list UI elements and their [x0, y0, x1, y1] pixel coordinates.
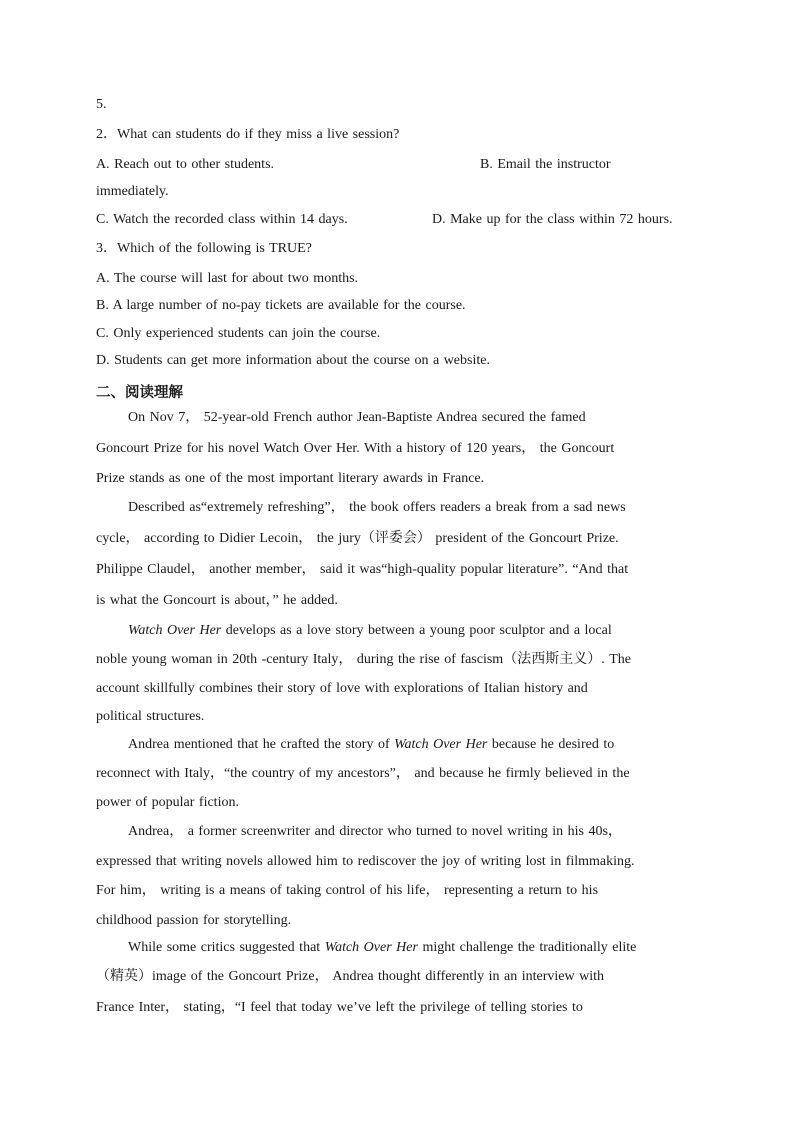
q2-option-b-continued: immediately. — [96, 184, 169, 199]
p3-line2: noble young woman in 20th -century Italy， during the rise of fascism（法西斯主义）. The — [96, 652, 631, 667]
p6-line3: France Inter， stating，“I feel that today we’ve left the privilege of telling stories to — [96, 1000, 583, 1015]
section-heading: 二、阅读理解 — [96, 385, 183, 401]
p4-line1-post: because he desired to — [487, 737, 615, 752]
p2-line1: Described as“extremely refreshing”， the book offers readers a break from a sad news — [128, 500, 626, 515]
p5-line3: For him， writing is a means of taking control of his life， representing a return to his — [96, 883, 599, 898]
q3-option-d: D. Students can get more information about the course on a website. — [96, 353, 490, 368]
p4-line1 — [128, 736, 614, 754]
p1-line3: Prize stands as one of the most important literary awards in France. — [96, 471, 485, 486]
novel-title: Watch Over Her — [324, 940, 418, 955]
novel-title: Watch Over Her — [394, 737, 488, 752]
p3-line3: account skillfully combines their story of love with explorations of Italian history and — [96, 681, 588, 696]
p2-line2: cycle， according to Didier Lecoin， the jury（评委会） president of the Goncourt Prize. — [96, 531, 619, 546]
p3-line1 — [128, 622, 612, 640]
q2-option-d: D. Make up for the class within 72 hours. — [432, 212, 673, 227]
p5-line2: expressed that writing novels allowed him to rediscover the joy of writing lost in filmmaking. — [96, 854, 635, 869]
question-2-options-row2 — [96, 211, 696, 229]
q2-option-c: C. Watch the recorded class within 14 days. — [96, 212, 348, 227]
p6-line2: （精英）image of the Goncourt Prize， Andrea thought differently in an interview with — [96, 969, 605, 984]
p6-line1-post: might challenge the traditionally elite — [417, 940, 637, 955]
p3-line1-text: develops as a love story between a young poor sculptor and a local — [221, 623, 612, 638]
q3-option-a: A. The course will last for about two months. — [96, 271, 359, 286]
p6-line1 — [128, 939, 636, 957]
p2-line4: is what the Goncourt is about，” he added. — [96, 593, 338, 608]
p4-line3: power of popular fiction. — [96, 795, 239, 810]
p5-line1: Andrea， a former screenwriter and director who turned to novel writing in his 40s， — [128, 824, 622, 839]
question-2-options-row1 — [96, 156, 696, 174]
question-3-stem: 3．Which of the following is TRUE? — [96, 241, 312, 256]
question-2-stem: 2．What can students do if they miss a live session? — [96, 127, 400, 142]
p4-line1-pre: Andrea mentioned that he crafted the story of — [128, 737, 395, 752]
p1-line1: On Nov 7， 52-year-old French author Jean-Baptiste Andrea secured the famed — [128, 410, 586, 425]
novel-title: Watch Over Her — [128, 623, 222, 638]
p4-line2: reconnect with Italy，“the country of my ancestors”， and because he firmly believed in the — [96, 766, 630, 781]
q2-option-b: B. Email the instructor — [480, 157, 611, 172]
p3-line4: political structures. — [96, 709, 205, 724]
p5-line4: childhood passion for storytelling. — [96, 913, 292, 928]
p1-line2: Goncourt Prize for his novel Watch Over Her. With a history of 120 years， the Goncourt — [96, 441, 615, 456]
p2-line3: Philippe Claudel， another member， said it was“high-quality popular literature”. “And that — [96, 562, 629, 577]
q2-option-a: A. Reach out to other students. — [96, 157, 275, 172]
previous-answer: 5. — [96, 97, 107, 112]
p6-line1-pre: While some critics suggested that — [128, 940, 325, 955]
q3-option-b: B. A large number of no-pay tickets are available for the course. — [96, 298, 466, 313]
q3-option-c: C. Only experienced students can join the course. — [96, 326, 381, 341]
